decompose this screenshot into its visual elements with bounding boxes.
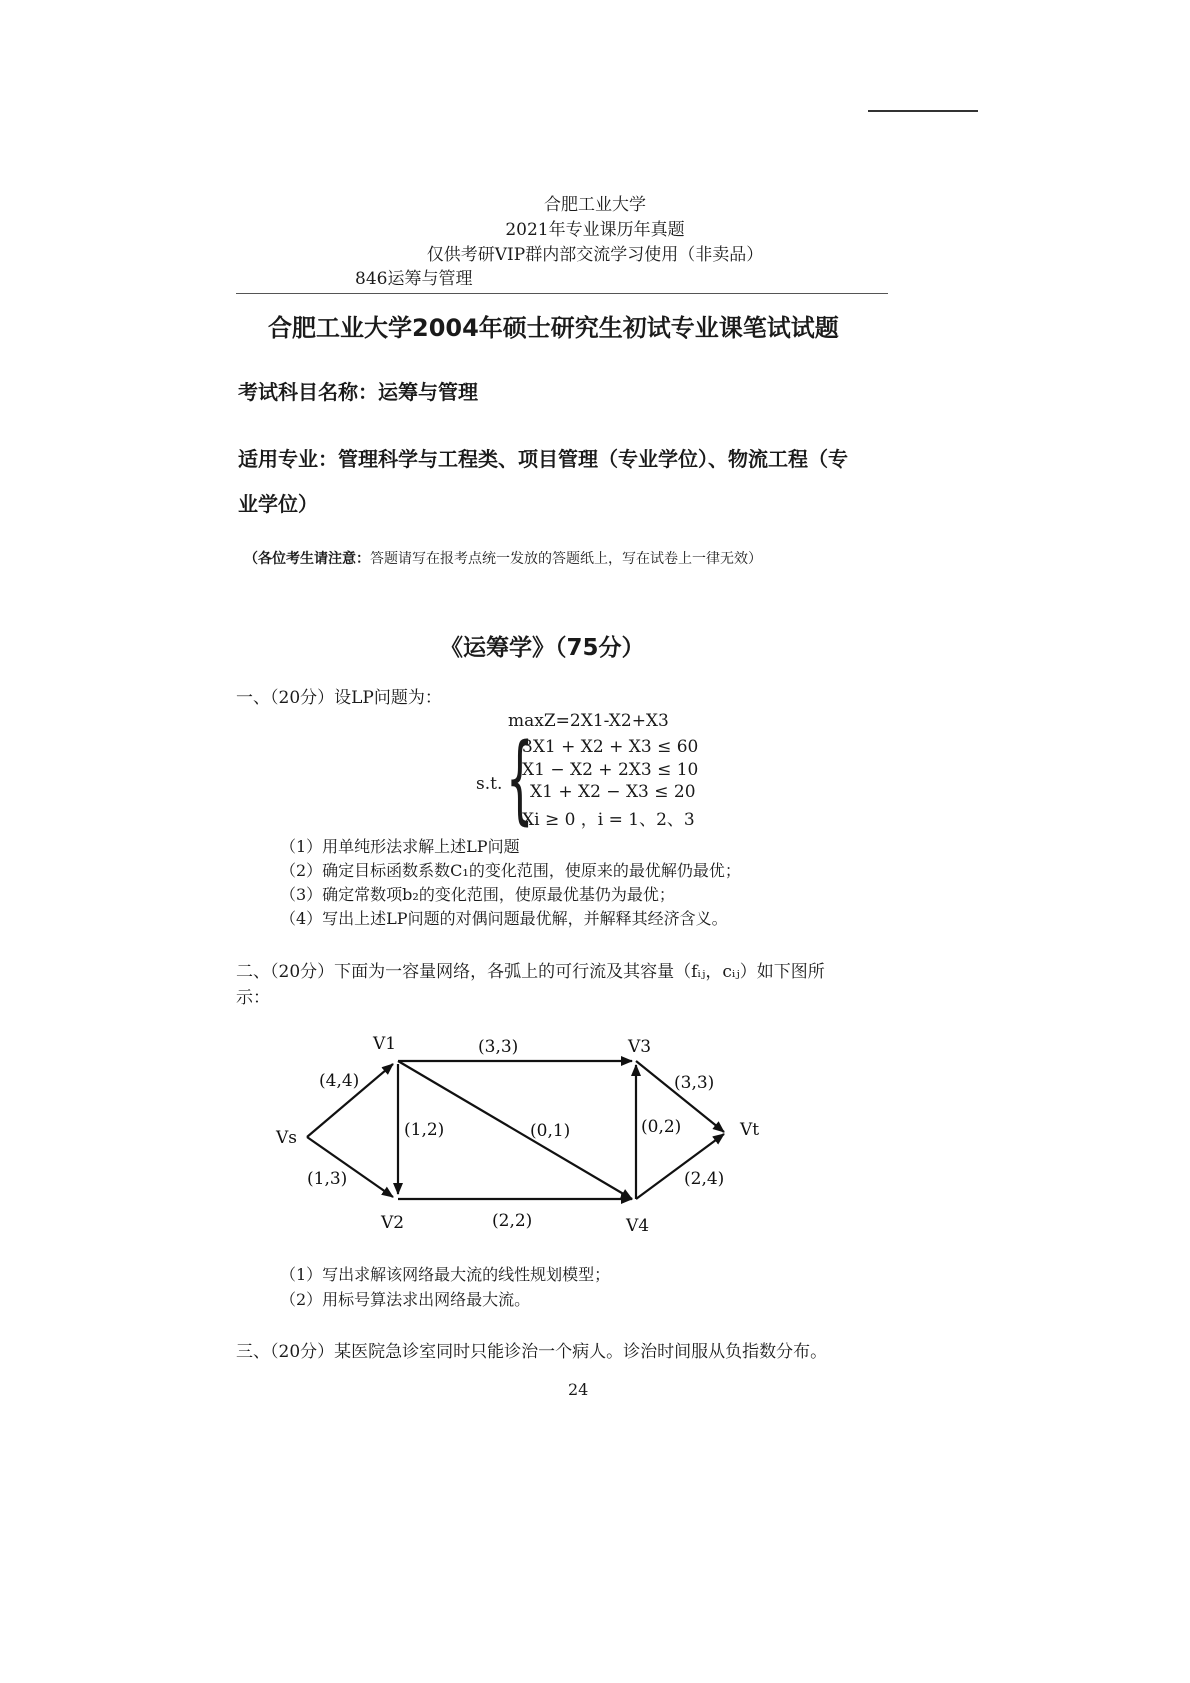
arc-v4-vt: [636, 1134, 724, 1199]
q1-part-2: （2）确定目标函数系数C₁的变化范围，使原来的最优解仍最优；: [280, 861, 741, 880]
node-vs: Vs: [276, 1128, 298, 1148]
q1-part-1: （1）用单纯形法求解上述LP问题: [280, 837, 520, 856]
q2-part-2: （2）用标号算法求出网络最大流。: [280, 1290, 531, 1309]
label-v2-v4: (2,2): [492, 1211, 533, 1231]
exam-subject: 考试科目名称：运筹与管理: [238, 380, 478, 404]
exam-majors-line2: 业学位）: [238, 492, 318, 516]
label-v1-v4: (0,1): [530, 1121, 571, 1141]
page-number: 24: [568, 1380, 589, 1399]
q1-part-3: （3）确定常数项b₂的变化范围，使原最优基仍为最优；: [280, 885, 675, 904]
notice-text: 答题请写在报考点统一发放的答题纸上，写在试卷上一律无效）: [370, 551, 762, 567]
q1-brace: {: [506, 723, 534, 835]
q1-objective: maxZ=2X1-X2+X3: [508, 711, 669, 731]
label-v1-v3: (3,3): [478, 1037, 519, 1057]
node-v2: V2: [381, 1213, 405, 1233]
label-v3-vt: (3,3): [674, 1073, 715, 1093]
q1-constraint-1: 3X1 + X2 + X3 ≤ 60: [522, 737, 699, 757]
node-v4: V4: [626, 1216, 650, 1236]
q1-constraint-3: X1 + X2 − X3 ≤ 20: [530, 782, 696, 802]
section-title: 《运筹学》（75分）: [440, 635, 645, 661]
label-vs-v2: (1,3): [307, 1169, 348, 1189]
q2-intro-line2: 示：: [236, 988, 270, 1008]
q2-part-1: （1）写出求解该网络最大流的线性规划模型；: [280, 1265, 611, 1284]
exam-title: 合肥工业大学2004年硕士研究生初试专业课笔试试题: [268, 314, 839, 342]
q3-intro: 三、（20分）某医院急诊室同时只能诊治一个病人。诊治时间服从负指数分布。: [236, 1342, 828, 1362]
notice-label: （各位考生请注意：: [244, 551, 370, 567]
node-vt: Vt: [740, 1120, 760, 1140]
header-year: 2021年专业课历年真题: [505, 220, 685, 240]
header-usage: 仅供考研VIP群内部交流学习使用（非卖品）: [426, 245, 764, 265]
q1-part-4: （4）写出上述LP问题的对偶问题最优解，并解释其经济含义。: [280, 909, 728, 928]
node-v3: V3: [628, 1037, 652, 1057]
q1-st-label: s.t.: [476, 774, 503, 794]
header-course-code: 846运筹与管理: [355, 269, 473, 289]
label-v4-vt: (2,4): [684, 1169, 725, 1189]
q2-intro-line1: 二、（20分）下面为一容量网络，各弧上的可行流及其容量（fᵢⱼ，cᵢⱼ）如下图所: [236, 962, 825, 982]
label-v4-v3: (0,2): [641, 1117, 682, 1137]
label-vs-v1: (4,4): [319, 1071, 360, 1091]
node-v1: V1: [373, 1034, 397, 1054]
label-v1-v2: (1,2): [404, 1120, 445, 1140]
header-school: 合肥工业大学: [544, 195, 646, 215]
q1-intro: 一、（20分）设LP问题为：: [236, 688, 442, 708]
q1-constraint-2: X1 − X2 + 2X3 ≤ 10: [522, 760, 699, 780]
exam-majors-line1: 适用专业：管理科学与工程类、项目管理（专业学位）、物流工程（专: [238, 447, 848, 471]
q1-constraint-4: Xi ≥ 0 ，i = 1、2、3: [522, 810, 695, 830]
